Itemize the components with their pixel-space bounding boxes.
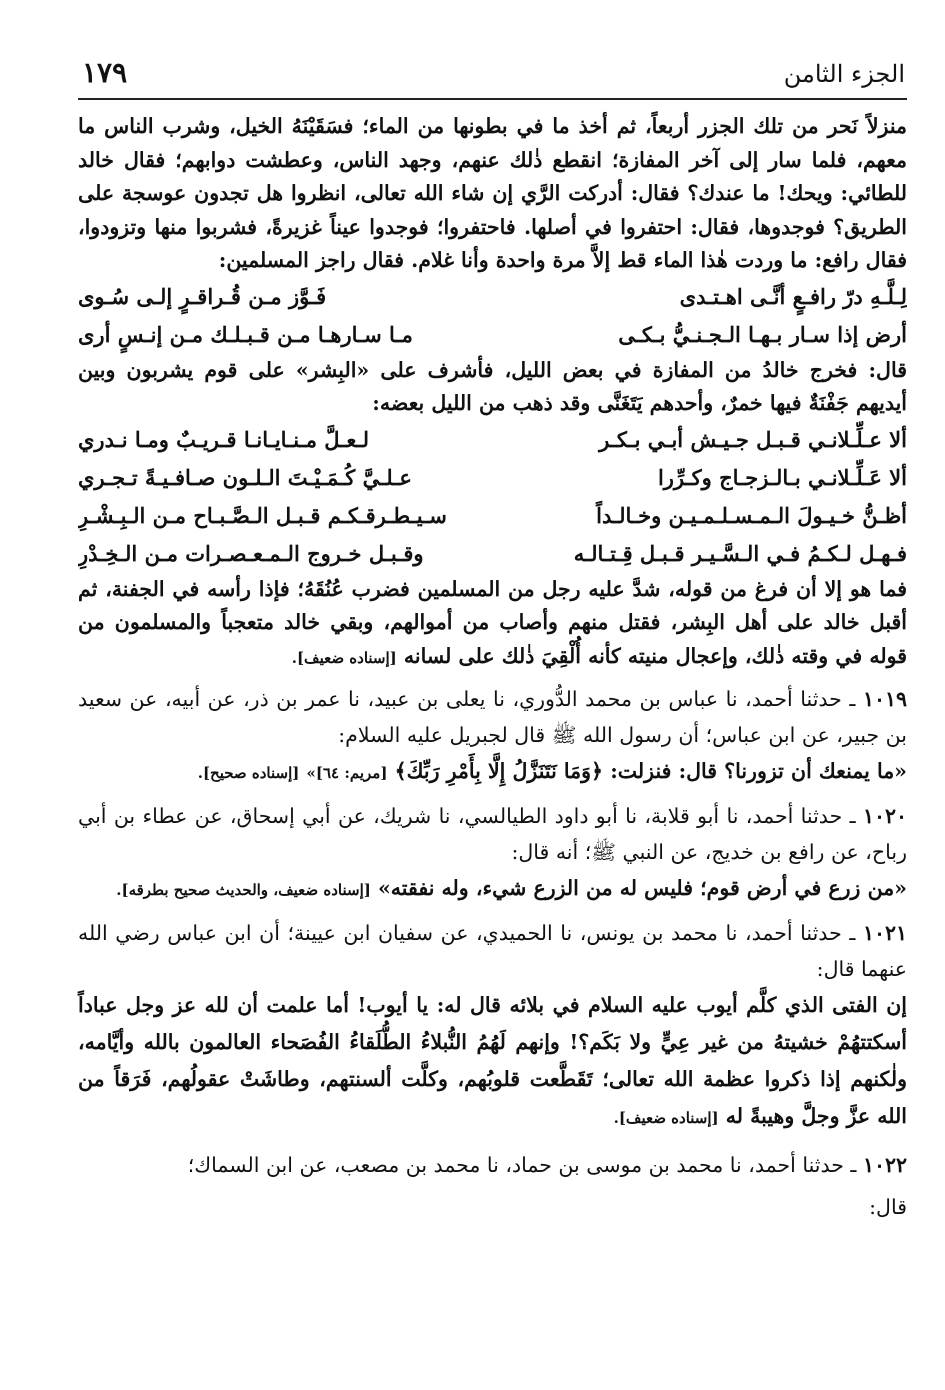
verse-line [78,497,907,535]
poem-block [78,421,907,573]
verse-second-hemistich: فَـوَّز مـن قُـراقـرٍ إلـى سُـوى [78,283,327,309]
verse-second-hemistich: لـعـلَّ مـنـايـانـا قـريـبٌ ومـا نـدري [78,426,369,452]
verse-first-hemistich: لِـلَّـهِ درّ رافـعٍ أنَّـى اهـتـدى [679,283,907,309]
verse-line [78,316,907,354]
isnad-text: ـ حدثنا أحمد، نا محمد بن موسى بن حماد، نا محمد بن مصعب، عن ابن السماك؛ [187,1153,857,1177]
verse-second-hemistich: وقـبـل خـروج الـمـعـصـرات مـن الـخِـدْرِ [78,540,424,566]
hadith-number: ١٠٢١ [862,921,907,945]
grading-note: [إسناده صحيح]. [197,764,300,782]
hadith-isnad [78,798,907,870]
poem-block [78,278,907,354]
verse-line [78,278,907,316]
matn-text: «من زرع في أرض قوم؛ فليس له من الزرع شيء، وله نفقته» [377,876,907,900]
volume-title: الجزء الثامن [783,60,905,88]
hadith-matn [78,870,907,909]
isnad-text: ـ حدثنا أحمد، نا محمد بن يونس، نا الحميدي، عن سفيان ابن عيينة؛ أن ابن عباس رضي الله عنهما قال: [78,921,907,981]
hadith-number: ١٠١٩ [862,687,907,711]
matn-text: «ما يمنعك أن تزورنا؟ قال: فنزلت: ﴿وَمَا نَتَنَزَّلُ إِلَّا بِأَمْرِ رَبِّكَ﴾ [394,759,907,783]
hadith-matn [78,987,907,1137]
verse-line [78,459,907,497]
verse-first-hemistich: ألا عـلِّـلانـي قـبـل جـيـش أبـي بـكـر [599,426,907,452]
verse-first-hemistich: فـهـل لـكـمُ فـي الـسَّـيـر قـبـل قِـتـالـه [573,540,907,566]
narrative-paragraph [78,573,907,676]
verse-first-hemistich: ألا عَـلِّـلانـي بـالـزجـاج وكـرِّرا [657,464,907,490]
header-rule [78,98,907,100]
page-body [78,110,907,1225]
narrative-text: فما هو إلا أن فرغ من قوله، شدَّ عليه رجل من المسلمين فضرب عُنُقَهُ؛ فإذا رأسه في الجفنة، ثم أقبل خالد على أهل البِشر، فقتل منهم وأصاب من أموالهم، وبقي خالد متعجباً والمسلمون من قوله في وقته ذٰلك، وإعجال منيته كأنه أُلْقِيَ ذٰلك على لسانه [78,576,907,668]
verse-second-hemistich: مـا سـارهـا مـن قـبـلـك مـن إنـسٍ أرى [78,321,413,347]
hadith-isnad [78,915,907,987]
page-header [80,52,905,96]
isnad-text: ـ حدثنا أحمد، نا أبو قلابة، نا أبو داود الطيالسي، نا شريك، عن أبي إسحاق، عن عطاء بن أبي رباح، عن رافع بن خديج، عن النبي ﷺ؛ أنه قال: [78,804,907,864]
verse-second-hemistich: سـيـطـرقـكـم قـبـل الـصَّـبـاح مـن الـبِـشْـرِ [78,502,447,528]
verse-line [78,421,907,459]
hadith-matn [78,753,907,792]
hadith-matn-start: قال: [869,1195,907,1219]
hadith-isnad [78,681,907,753]
page-number: ١٧٩ [82,56,128,89]
narrative-paragraph: منزلاً نَحر من تلك الجزر أربعاً، ثم أخذ ما في بطونها من الماء؛ فسَقَيْنَهُ الخيل، وشرب الناس ما معهم، فلما سار إلى آخر المفازة؛ انقطع ذٰلك عنهم، وجهد الناس، وعطشت دوابهم؛ فقال خالد للطائي: ويحك! ما عندك؟ فقال: أدركت الرَّي إن شاء الله تعالى، انظروا هل تجدون عوسجة على الطريق؟ فوجدوها، فقال: احتفروا في أصلها. فاحتفروا؛ فوجدوا عيناً غزيرةً، فشربوا منها وتزودوا، فقال رافع: ما وردت هٰذا الماء قط إلاَّ مرة واحدة وأنا غلام. فقال راجز المسلمين: [78,114,907,272]
hadith-number: ١٠٢٢ [862,1153,907,1177]
isnad-text: ـ حدثنا أحمد، نا عباس بن محمد الدُّوري، نا يعلى بن عبيد، نا عمر بن ذر، عن أبيه، عن سعيد بن جبير، عن ابن عباس؛ أن رسول الله ﷺ قال لجبريل عليه السلام: [78,687,907,747]
matn-text: إن الفتى الذي كلَّم أيوب عليه السلام في بلائه قال له: يا أيوب! أما علمت أن لله عز وجل عباداً أسكتتهُمْ خشيتهُ من غير عِيٍّ ولا بَكَم؟! وإنهم لَهُمُ النُّبلاءُ الطُّلَقاءُ الفُصَحاء العالمون بالله وأيَّامه، ولٰكنهم إذا ذكروا عظمة الله تعالى؛ تَقَطَّعت قلوبُهم، وكلَّت ألسنتهم، وطاشَتْ عقولُهم، فَرَقاً من الله عزَّ وجلَّ وهيبةً له [78,993,907,1128]
grading-note: [إسناده ضعيف]. [291,648,397,667]
narrative-paragraph: قال: فخرج خالدُ من المفازة في بعض الليل، فأشرف على «البِشر» على قوم يشربون وبين أيديهم جَفْنَةٌ فيها خمرٌ، وأحدهم يَتَغَنَّى وقد ذهب من الليل بعضه: [78,357,907,415]
verse-first-hemistich: أرض إذا سـار بـهـا الـجـنـيُّ بـكـى [618,321,907,347]
grading-note: [إسناده ضعيف]. [613,1109,719,1127]
grading-note: [إسناده ضعيف، والحديث صحيح بطرقه]. [116,881,371,899]
hadith-number: ١٠٢٠ [862,804,907,828]
verse-line [78,535,907,573]
hadith-isnad [78,1147,907,1183]
quran-reference: [مريم: ٦٤]» [306,764,388,782]
verse-first-hemistich: أظـنُّ خـيـولَ الـمـسـلـمـيـن وخـالـداً [596,502,907,528]
verse-second-hemistich: عـلـيَّ كُـمَـيْـتَ الـلـون صـافـيـةً تـجـري [78,464,412,490]
